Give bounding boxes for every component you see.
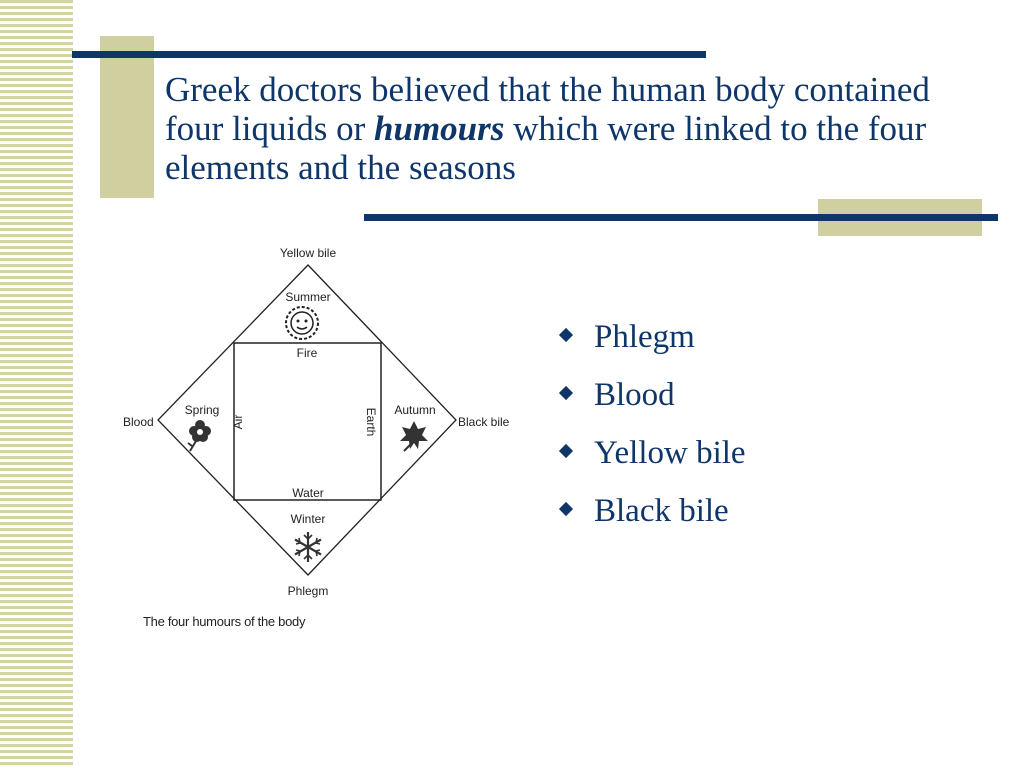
title-emphasis: humours [374,109,505,148]
bullet-item [560,486,746,544]
four-humours-diagram [110,235,530,635]
bullet-item [560,428,746,486]
humour-right-label: Black bile [458,415,510,429]
bullet-label: Black bile [594,493,729,529]
element-left-label: Air [231,414,245,430]
season-top-label: Summer [285,290,331,304]
humour-top-label: Yellow bile [279,246,337,260]
element-bottom-label: Water [292,486,324,500]
title-bottom-rule [364,214,998,221]
humour-left-label: Blood [123,415,154,429]
bullet-label: Blood [594,377,675,413]
season-right-label: Autumn [394,403,436,417]
diamond-bullet-icon [559,386,573,400]
slide-title [165,70,945,187]
season-left-label: Spring [184,403,220,417]
diamond-bullet-icon [559,444,573,458]
snowflake-icon [295,532,321,562]
bullet-label: Yellow bile [594,435,746,471]
element-right-label: Earth [364,407,378,437]
diamond-bullet-icon [559,328,573,342]
leaf-icon [400,421,428,451]
bullet-item [560,370,746,428]
title-top-rule [72,51,706,58]
inner-square [234,343,381,500]
title-text-part1: Greek doctors believed that the human body contained four liquids or [165,70,930,148]
sun-icon [286,307,318,339]
diamond-bullet-icon [559,502,573,516]
diagram-caption: The four humours of the body [143,614,306,629]
humour-bottom-label: Phlegm [287,584,329,598]
title-text-part2: which were linked to the four elements and the seasons [165,109,927,187]
left-stripe-decoration [0,0,73,768]
element-top-label: Fire [296,346,318,360]
season-bottom-label: Winter [290,512,326,526]
humours-bullet-list [560,312,746,544]
title-accent-block [100,36,154,198]
bullet-item [560,312,746,370]
flower-icon [188,420,211,451]
bullet-label: Phlegm [594,319,695,355]
